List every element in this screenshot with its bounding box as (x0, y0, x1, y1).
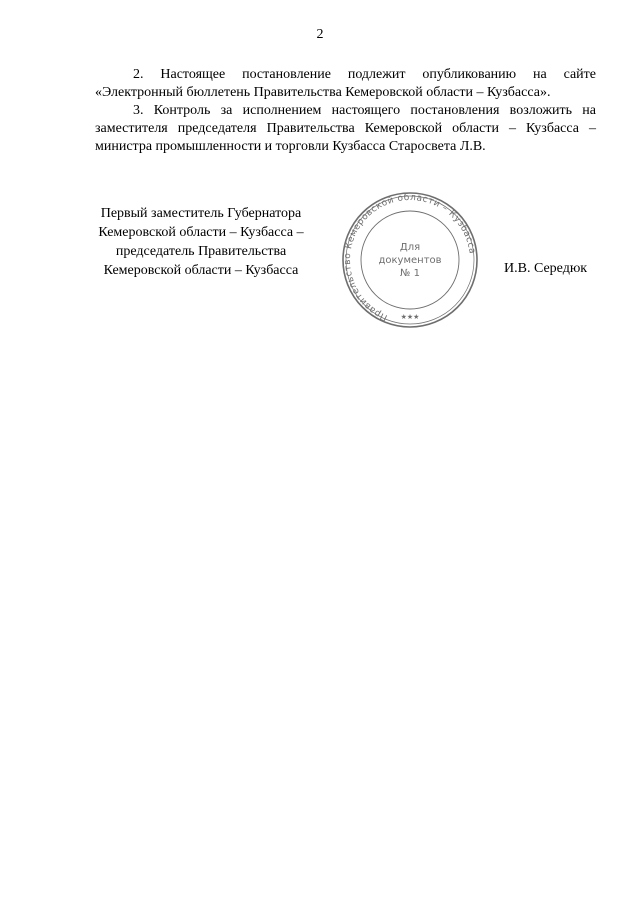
seal-graphic (340, 190, 480, 330)
signer-name: И.В. Середюк (504, 261, 588, 276)
seal-center-line: Для (399, 242, 421, 253)
signatory-position-line: Первый заместитель Губернатора (100, 206, 302, 221)
official-seal (340, 190, 480, 330)
signatory-position-line: Кемеровской области – Кузбасса (103, 263, 299, 278)
signatory-position-line: Кемеровской области – Кузбасса – (98, 225, 304, 240)
signatory-position (70, 204, 332, 280)
seal-stars-icon: ★★★ (400, 313, 420, 321)
paragraph-publication: 2. Настоящее постановление подлежит опубликованию на сайте «Электронный бюллетень Правительства Кемеровской области – Кузбасса». (95, 67, 596, 100)
body-text (95, 66, 596, 156)
paragraph-control: 3. Контроль за исполнением настоящего постановления возложить на заместителя председателя Правительства Кемеровской области – Кузбасса – министра промышленности и торговли Кузбасса Старосвета Л.В. (95, 103, 596, 154)
signatory-position-line: председатель Правительства (115, 244, 287, 259)
seal-ring-text: Правительство Кемеровской области – Кузбасса (342, 192, 477, 323)
seal-center-line: документов (378, 255, 442, 266)
seal-center-line: № 1 (400, 268, 420, 279)
page-number: 2 (316, 27, 324, 42)
